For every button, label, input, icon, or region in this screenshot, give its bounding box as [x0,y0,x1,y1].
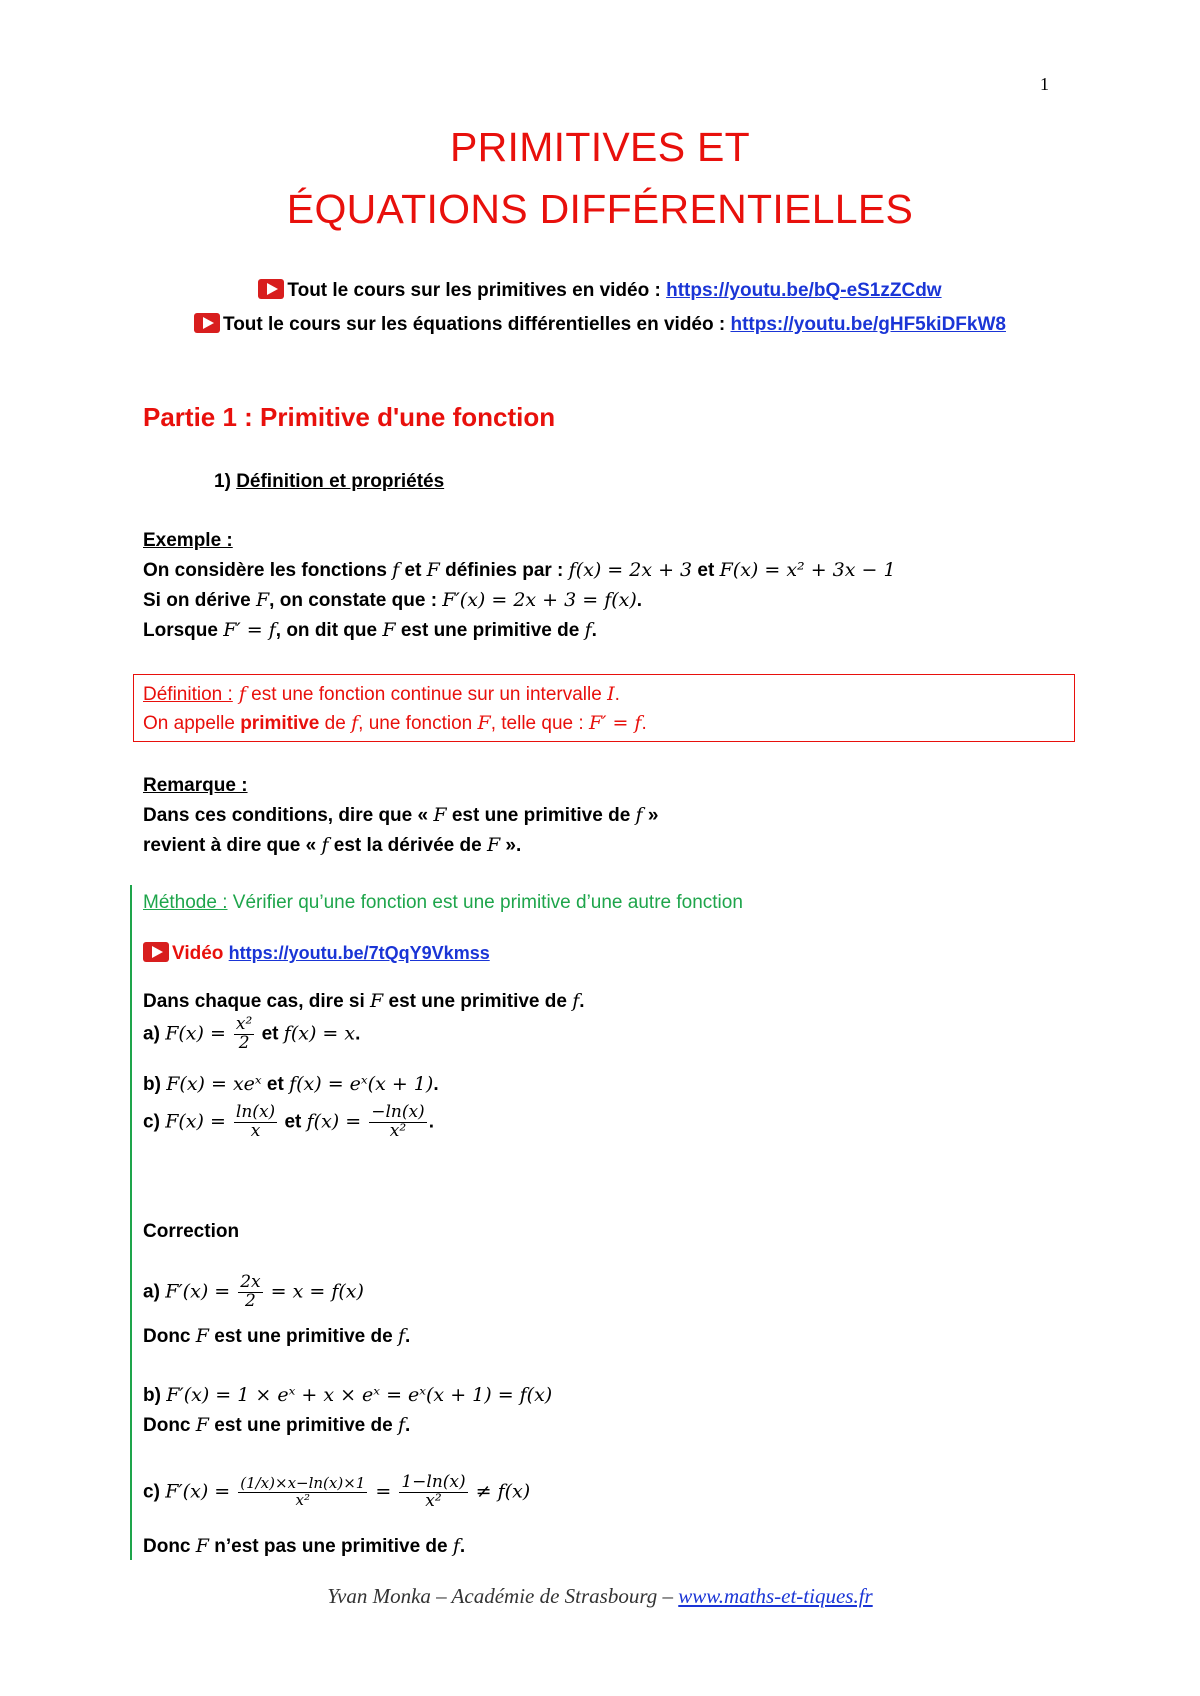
correction-item-b: b) F′(x) = 1 × eˣ + x × eˣ = eˣ(x + 1) = f(x) [143,1384,553,1406]
play-video-icon [258,279,284,299]
document-title-line2: ÉQUATIONS DIFFÉRENTIELLES [286,186,914,232]
example-line1: On considère les fonctions f et F définies par : f(x) = 2x + 3 et F(x) = x² + 3x − 1 [143,559,896,581]
play-video-icon [194,313,220,333]
part1-heading: Partie 1 : Primitive d'une fonction [143,402,556,432]
example-line2: Si on dérive F, on constate que : F′(x) = 2x + 3 = f(x). [143,589,643,611]
fraction: $\frac{(1/x)\times x-\ln(x)\times 1}{\text{x²}}$ [240,1474,366,1509]
footer-website-link[interactable]: www.maths-et-tiques.fr [678,1584,873,1608]
youtube-link-equations[interactable]: https://youtu.be/gHF5kiDFkW8 [730,314,1006,335]
example-title: Exemple : [143,530,233,551]
fraction: $\frac{\ln(x)}{x}$ [235,1102,276,1141]
remark-line1: Dans ces conditions, dire que « F est une primitive de f » [143,804,659,826]
page-number: 1 [1040,74,1049,94]
document-title-line1: PRIMITIVES ET [449,124,751,170]
definition-line2: On appelle primitive de f, une fonction F, telle que : F′ = f. [143,712,647,734]
method-item-c: c) F(x) = $\frac{\ln(x)}{x}$ et f(x) = $\frac{-\ln(x)}{\text{x²}}$ . [143,1102,434,1141]
correction-conclusion-b: Donc F est une primitive de f. [143,1414,411,1436]
video-link-primitives: Tout le cours sur les primitives en vidéo : https://youtu.be/bQ-eS1zZCdw [0,279,1200,302]
correction-item-c: c) F′(x) = $\frac{(1/x)\times x-\ln(x)\times 1}{\text{x²}}$ = $\frac{1-\ln(x)}{\text{x²}}$ ≠ f(x) [143,1472,531,1511]
play-video-icon [143,942,169,962]
youtube-link-method[interactable]: https://youtu.be/7tQqY9Vkmss [228,943,490,963]
fraction: $\frac{\text{x²}}{2}$ [235,1014,253,1053]
method-intro: Dans chaque cas, dire si F est une primitive de f. [143,990,585,1012]
youtube-link-primitives[interactable]: https://youtu.be/bQ-eS1zZCdw [666,280,942,301]
correction-conclusion-a: Donc F est une primitive de f. [143,1325,411,1347]
correction-item-a: a) F′(x) = $\frac{2x}{2}$ = x = f(x) [143,1272,364,1311]
fraction: $\frac{-\ln(x)}{\text{x²}}$ [371,1102,425,1141]
remark-title: Remarque : [143,775,248,796]
method-item-a: a) F(x) = $\frac{\text{x²}}{2}$ et f(x) = x. [143,1014,361,1053]
method-margin-line [130,885,132,1560]
method-video-link: Vidéo https://youtu.be/7tQqY9Vkmss [143,942,490,965]
section-heading-definition: 1) Définition et propriétés [214,471,445,492]
fraction: $\frac{1-\ln(x)}{\text{x²}}$ [401,1472,466,1511]
page-footer: Yvan Monka – Académie de Strasbourg – www.maths-et-tiques.fr [327,1584,873,1608]
correction-title: Correction [143,1221,240,1242]
correction-conclusion-c: Donc F n’est pas une primitive de f. [143,1535,466,1557]
video-link-equations: Tout le cours sur les équations différentielles en vidéo : https://youtu.be/gHF5kiDFkW8 [0,313,1200,336]
fraction: $\frac{2x}{2}$ [240,1272,261,1311]
remark-line2: revient à dire que « f est la dérivée de F ». [143,834,522,856]
method-title: Méthode : Vérifier qu’une fonction est une primitive d’une autre fonction [143,892,743,913]
definition-line1: Définition : f est une fonction continue sur un intervalle I. [143,683,620,705]
method-item-b: b) F(x) = xeˣ et f(x) = eˣ(x + 1). [143,1073,439,1095]
example-line3: Lorsque F′ = f, on dit que F est une primitive de f. [143,619,597,641]
